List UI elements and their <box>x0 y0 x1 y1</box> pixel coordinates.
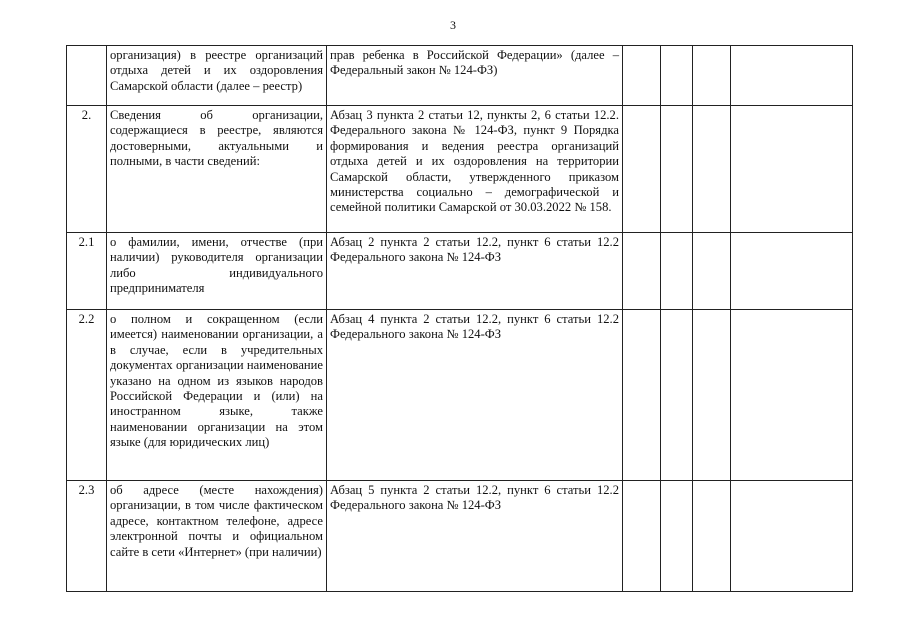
table-row <box>67 233 853 310</box>
answer-yes-cell <box>623 310 661 481</box>
answer-no-cell <box>661 233 693 310</box>
answer-no-cell <box>661 106 693 233</box>
legal-basis-text: Абзац 3 пункта 2 статьи 12, пункты 2, 6 статьи 12.2. Федерального закона № 124-ФЗ, пункт 9 Порядка формирования и ведения реестра организаций отдыха детей и их оздоровления на территории Самарской области, утвержденного приказом министерства социально – демографической и семейной политики Самарской от 30.03.2022 № 158. <box>327 106 623 233</box>
item-number: 2.3 <box>67 481 107 592</box>
note-cell <box>731 46 853 106</box>
answer-no-cell <box>661 310 693 481</box>
answer-no-cell <box>661 481 693 592</box>
answer-na-cell <box>693 46 731 106</box>
note-cell <box>731 481 853 592</box>
note-cell <box>731 106 853 233</box>
legal-basis-text: Абзац 2 пункта 2 статьи 12.2, пункт 6 статьи 12.2 Федерального закона № 124-ФЗ <box>327 233 623 310</box>
answer-yes-cell <box>623 233 661 310</box>
answer-na-cell <box>693 233 731 310</box>
table-row <box>67 106 853 233</box>
item-number <box>67 46 107 106</box>
requirement-text: организация) в реестре организаций отдыха детей и их оздоровления Самарской области (далее – реестр) <box>107 46 327 106</box>
answer-no-cell <box>661 46 693 106</box>
item-number: 2. <box>67 106 107 233</box>
answer-yes-cell <box>623 106 661 233</box>
requirement-text: о полном и сокращенном (если имеется) наименовании организации, а в случае, если в учредительных документах организации наименование указано на одном из языков народов Российской Федерации и (или) на иностранном языке, также наименовании организации на этом языке (для юридических лиц) <box>107 310 327 481</box>
page-number: 3 <box>450 18 456 32</box>
requirement-text: о фамилии, имени, отчестве (при наличии) руководителя организации либо индивидуального предпринимателя <box>107 233 327 310</box>
legal-basis-text: Абзац 4 пункта 2 статьи 12.2, пункт 6 статьи 12.2 Федерального закона № 124-ФЗ <box>327 310 623 481</box>
table-row <box>67 46 853 106</box>
answer-yes-cell <box>623 481 661 592</box>
legal-basis-text: Абзац 5 пункта 2 статьи 12.2, пункт 6 статьи 12.2 Федерального закона № 124-ФЗ <box>327 481 623 592</box>
answer-na-cell <box>693 310 731 481</box>
requirement-text: Сведения об организации, содержащиеся в реестре, являются достоверными, актуальными и полными, в части сведений: <box>107 106 327 233</box>
legal-basis-text: прав ребенка в Российской Федерации» (далее – Федеральный закон № 124-ФЗ) <box>327 46 623 106</box>
item-number: 2.1 <box>67 233 107 310</box>
table-row <box>67 481 853 592</box>
note-cell <box>731 233 853 310</box>
requirement-text: об адресе (месте нахождения) организации, в том числе фактическом адресе, контактном телефоне, адресе электронной почты и официальном сайте в сети «Интернет» (при наличии) <box>107 481 327 592</box>
item-number: 2.2 <box>67 310 107 481</box>
checklist-table <box>66 45 853 592</box>
table-row <box>67 310 853 481</box>
answer-na-cell <box>693 481 731 592</box>
note-cell <box>731 310 853 481</box>
answer-yes-cell <box>623 46 661 106</box>
answer-na-cell <box>693 106 731 233</box>
